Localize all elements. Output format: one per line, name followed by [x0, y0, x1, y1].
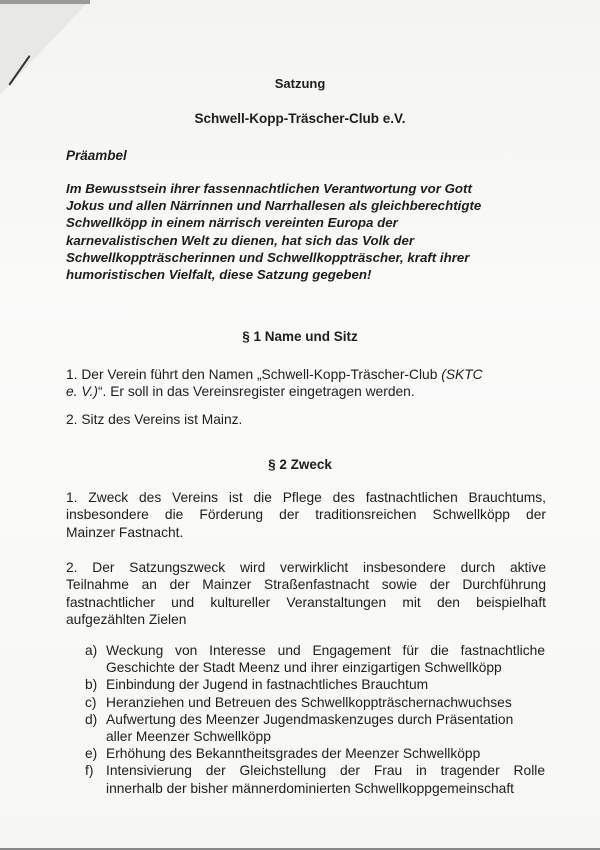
goals-list [85, 642, 545, 797]
list-item [85, 711, 545, 745]
paragraph-line: 2. Der Satzungszweck wird verwirklicht insbesondere durch aktive [66, 560, 546, 575]
paragraph-line [66, 383, 546, 400]
list-item-line: Geschichte der Stadt Meenz und ihrer einzigartigen Schwellköpp [106, 660, 502, 676]
section-2-paragraph-2 [66, 559, 546, 629]
italic-run: e. V.) [66, 384, 98, 400]
preamble-text [66, 180, 586, 283]
list-item-line: Intensivierung der Gleichstellung der Frau in tragender Rolle [106, 763, 545, 779]
paragraph-line: insbesondere die Förderung der traditionsreichen Schwellköpp der [66, 507, 546, 523]
list-item-line: innerhalb der bisher männerdominierten Schwellkoppgemeinschaft [106, 780, 515, 796]
preamble-heading: Präambel [66, 148, 127, 163]
paragraph-line: aufgezählten Zielen [66, 612, 187, 628]
text-run: “. Er soll in das Vereinsregister eingetragen werden. [97, 384, 415, 400]
list-marker: f) [85, 763, 94, 779]
paragraph-line: 2. Sitz des Vereins ist Mainz. [66, 412, 243, 427]
preamble-line: Schwellkoppträscherinnen und Schwellkoppträscher, kraft ihrer [66, 249, 470, 265]
italic-run: (SKTC [441, 367, 483, 382]
list-item [85, 762, 545, 796]
section-2-paragraph-1 [66, 489, 546, 541]
document-title: Satzung [274, 76, 326, 91]
section-1-paragraph-1 [66, 366, 546, 401]
list-item-line: Erhöhung des Bekanntheitsgrades der Meenzer Schwellköpp [106, 746, 481, 762]
preamble-line: Schwellköpp in einem närrisch vereinten Europa der [66, 215, 398, 231]
text-run: 1. Der Verein führt den Namen „Schwell-Kopp-Träscher-Club [66, 367, 442, 382]
list-marker: e) [85, 746, 98, 762]
section-2-heading: § 2 Zweck [268, 457, 332, 472]
paragraph-line: Teilnahme an der Mainzer Straßenfastnacht sowie der Durchführung [66, 577, 546, 593]
list-item [85, 745, 545, 762]
preamble-line: Im Bewusstsein ihrer fassennachtlichen Verantwortung vor Gott [66, 181, 472, 196]
list-item [85, 642, 545, 676]
club-name: Schwell-Kopp-Träscher-Club e.V. [194, 111, 406, 126]
paragraph-line: Mainzer Fastnacht. [66, 524, 184, 540]
section-1-heading: § 1 Name und Sitz [242, 329, 358, 344]
preamble-line: karnevalistischen Welt zu dienen, hat sich das Volk der [66, 232, 415, 248]
preamble-line: Jokus und allen Närrinnen und Narrhallesen als gleichberechtigte [66, 198, 482, 214]
list-item [85, 694, 545, 711]
list-item-line: aller Meenzer Schwellköpp [106, 729, 271, 745]
list-marker: b) [85, 677, 98, 693]
list-item-line: Einbindung der Jugend in fastnachtliches Brauchtum [106, 677, 429, 693]
preamble-line: humoristischen Vielfalt, diese Satzung gegeben! [66, 267, 372, 283]
list-marker: a) [85, 643, 98, 658]
list-item-line: Weckung von Interesse und Engagement für die fastnachtliche [106, 643, 545, 658]
list-marker: d) [85, 711, 98, 727]
paragraph-line: fastnachtlicher und kultureller Veranstaltungen mit den beispielhaft [66, 594, 546, 610]
paragraph-line [66, 366, 546, 383]
list-item-line: Heranziehen und Betreuen des Schwellkoppträschernachwuchses [106, 694, 512, 710]
list-marker: c) [85, 694, 97, 710]
section-1-paragraph-2 [66, 411, 546, 428]
corner-shadow [0, 0, 90, 4]
paragraph-line: 1. Zweck des Vereins ist die Pflege des fastnachtlichen Brauchtums, [66, 490, 546, 505]
list-item-line: Aufwertung des Meenzer Jugendmaskenzuges durch Präsentation [106, 711, 514, 727]
list-item [85, 676, 545, 693]
